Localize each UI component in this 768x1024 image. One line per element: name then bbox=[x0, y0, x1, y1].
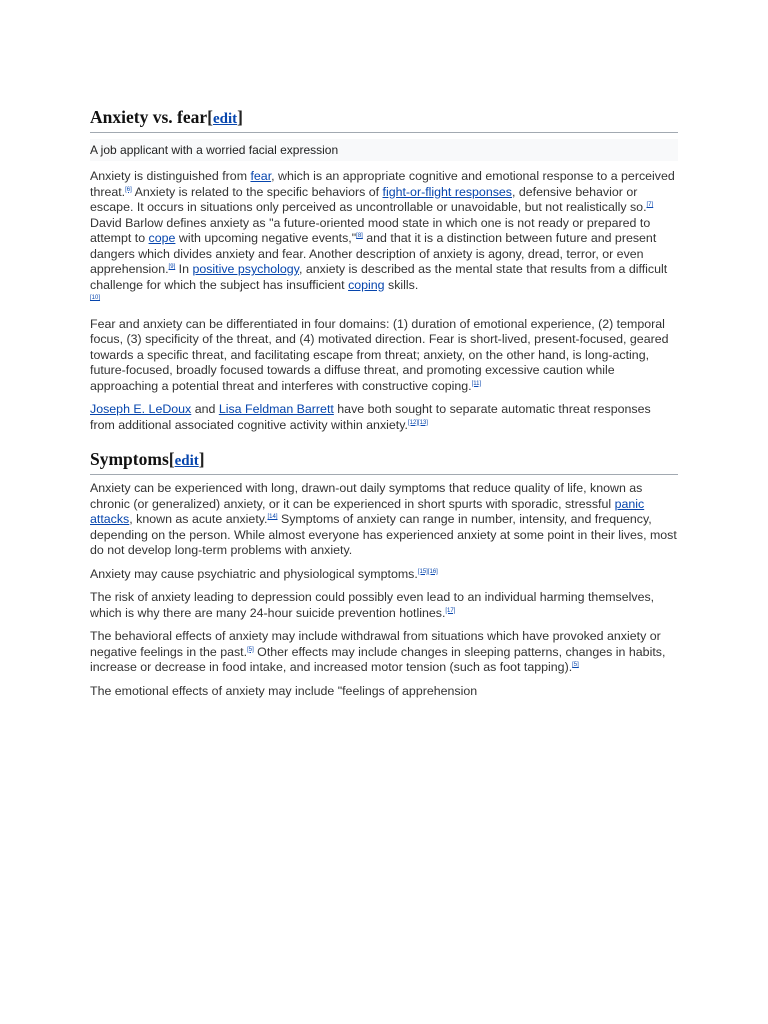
citation-ref[interactable]: [5] bbox=[247, 646, 254, 653]
text: , which is an appropriate cognitive and emotional response to a perceived threat. bbox=[90, 169, 675, 199]
citation-ref[interactable]: [17] bbox=[445, 607, 456, 614]
text: Anxiety may cause psychiatric and physiological symptoms. bbox=[90, 566, 418, 581]
edit-bracket-open: [ bbox=[207, 107, 213, 127]
citation-ref[interactable]: [8] bbox=[356, 233, 363, 239]
paragraph bbox=[90, 169, 678, 309]
citation-ref[interactable]: [12][13] bbox=[407, 419, 428, 426]
citation-ref[interactable]: [14] bbox=[267, 514, 278, 520]
citation-ref[interactable]: [15][16] bbox=[417, 568, 438, 575]
paragraph bbox=[90, 629, 678, 676]
text: Anxiety can be experienced with long, drawn-out daily symptoms that reduce quality of life, known as chronic (or generalized) anxiety, or it can be experienced in short spurts with sporadic, stressful bbox=[90, 481, 643, 511]
paragraph bbox=[90, 317, 678, 395]
paragraph bbox=[90, 567, 678, 583]
edit-bracket-close: ] bbox=[237, 107, 243, 127]
citation-ref[interactable]: [11] bbox=[471, 380, 482, 387]
text: , anxiety is described as the mental state that results from a difficult challenge for which the subject has insufficient bbox=[90, 262, 668, 292]
text: In bbox=[175, 262, 193, 276]
link-lisa-feldman-barrett[interactable]: Lisa Feldman Barrett bbox=[218, 402, 334, 416]
paragraph bbox=[90, 402, 678, 433]
text: Anxiety is related to the specific behaviors of bbox=[131, 184, 383, 199]
citation-ref[interactable]: [9] bbox=[168, 264, 176, 270]
text: Fear and anxiety can be differentiated in four domains: (1) duration of emotional experience, (2) temporal focus, (3) specificity of the threat, and (4) motivated direction. Fear is short-lived, present-focused, geared towards a specific threat, and facilitating escape from threat; anxiety, on the other hand, is long-acting, future-focused, broadly focused towards a diffuse threat, and promoting excessive caution while approaching a potential threat and interferes with constructive coping. bbox=[90, 316, 669, 393]
text: Symptoms of anxiety can range in number, intensity, and frequency, depending on the person. While almost everyone has experienced anxiety at some point in their lives, most do not develop long-term problems with anxiety. bbox=[90, 512, 677, 557]
text: The risk of anxiety leading to depression could possibly even lead to an individual harming themselves, which is why there are many 24-hour suicide prevention hotlines. bbox=[90, 590, 655, 620]
citation-ref[interactable]: [6] bbox=[125, 186, 132, 193]
text: The emotional effects of anxiety may include "feelings of apprehension bbox=[90, 683, 478, 698]
text: Other effects may include changes in sleeping patterns, changes in habits, increase or decrease in food intake, and increased motor tension (such as foot tapping). bbox=[90, 644, 666, 674]
edit-link[interactable]: edit bbox=[212, 111, 238, 127]
text: with upcoming negative events," bbox=[175, 231, 357, 245]
text: and bbox=[191, 402, 219, 416]
text: Anxiety is distinguished from bbox=[90, 169, 251, 183]
section-heading-anxiety-vs-fear bbox=[90, 105, 678, 133]
citation-ref[interactable]: [10] bbox=[90, 295, 101, 301]
link-panic-attacks[interactable]: panic attacks bbox=[90, 496, 645, 526]
link-cope[interactable]: cope bbox=[148, 231, 176, 245]
text: David Barlow defines anxiety as "a future-oriented mood state in which one is not ready or prepared to attempt to bbox=[90, 215, 651, 245]
edit-bracket-open: [ bbox=[168, 449, 175, 469]
paragraph bbox=[90, 684, 678, 700]
text: and that it is a distinction between future and present dangers which divides anxiety and fear. Another description of anxiety is agony, dread, terror, or even apprehension. bbox=[90, 231, 657, 276]
link-coping[interactable]: coping bbox=[348, 277, 385, 292]
text: , defensive behavior or escape. It occurs in situations only perceived as uncontrollable or unavoidable, but not realistically so. bbox=[90, 184, 647, 214]
section-title: Symptoms bbox=[90, 449, 169, 469]
image-caption: A job applicant with a worried facial expression bbox=[90, 139, 678, 161]
link-fear[interactable]: fear bbox=[250, 169, 272, 183]
text: , known as acute anxiety. bbox=[129, 512, 268, 526]
article-content bbox=[90, 105, 678, 707]
section-title: Anxiety vs. fear bbox=[90, 107, 208, 127]
link-fight-or-flight[interactable]: fight-or-flight responses bbox=[382, 184, 512, 199]
link-joseph-ledoux[interactable]: Joseph E. LeDoux bbox=[90, 402, 192, 416]
text: skills. bbox=[384, 277, 419, 292]
edit-bracket-close: ] bbox=[198, 449, 205, 469]
edit-link[interactable]: edit bbox=[174, 453, 199, 469]
citation-ref[interactable]: [5] bbox=[572, 662, 579, 668]
link-positive-psychology[interactable]: positive psychology bbox=[192, 262, 299, 276]
text: have both sought to separate automatic threat responses from additional associated cognitive activity within anxiety. bbox=[90, 402, 651, 432]
citation-ref[interactable]: [7] bbox=[646, 202, 654, 208]
paragraph bbox=[90, 481, 678, 559]
section-heading-symptoms bbox=[90, 447, 678, 475]
text: The behavioral effects of anxiety may include withdrawal from situations which have provoked anxiety or negative feelings in the past. bbox=[90, 629, 661, 659]
paragraph bbox=[90, 590, 678, 621]
